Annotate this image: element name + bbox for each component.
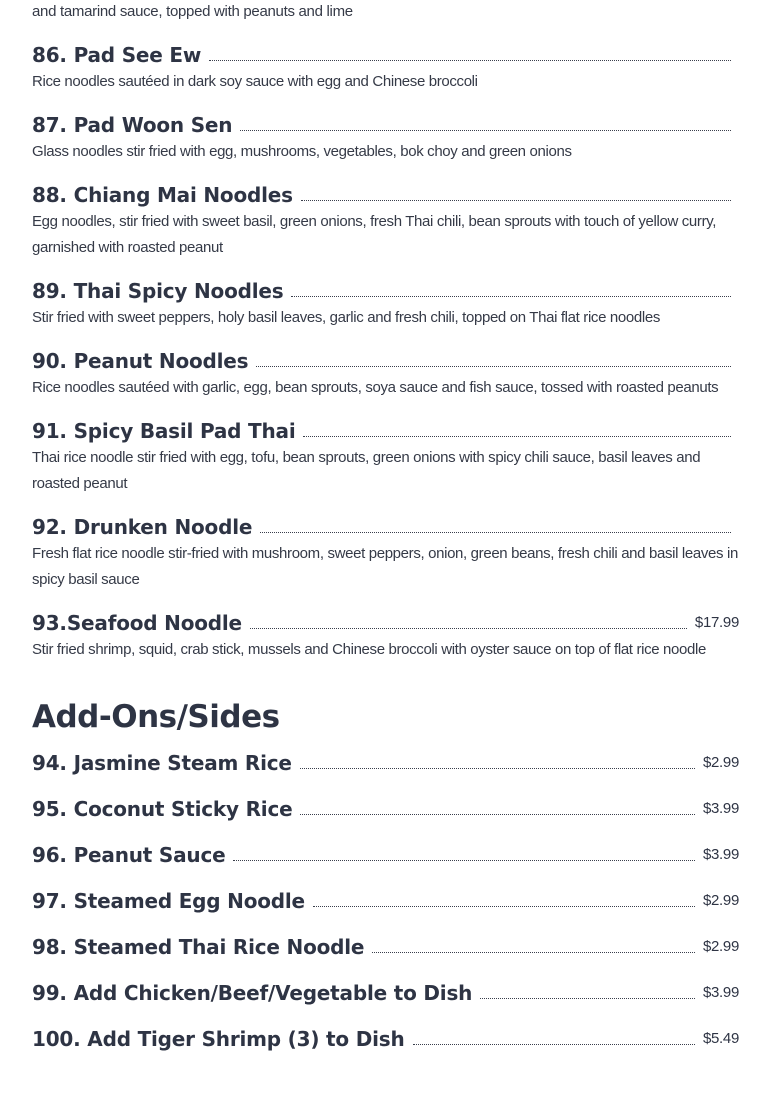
dot-leader: [233, 859, 694, 861]
side-item-price: $3.99: [702, 984, 739, 1001]
menu-item: [32, 345, 739, 401]
menu-item-name: 86. Pad See Ew: [32, 43, 202, 67]
dot-leader: [209, 59, 731, 61]
dot-leader: [300, 813, 694, 815]
noodles-list: [32, 39, 739, 663]
menu-item: [32, 415, 739, 497]
side-item: [32, 931, 739, 961]
side-item-price: $2.99: [702, 892, 739, 909]
side-item: [32, 839, 739, 869]
menu-item-header: [32, 179, 739, 209]
menu-item: [32, 511, 739, 593]
side-item-name: 98. Steamed Thai Rice Noodle: [32, 935, 365, 959]
addons-list: [32, 747, 739, 1053]
menu-item-description: Rice noodles sautéed with garlic, egg, bean sprouts, soya sauce and fish sauce, tossed with roasted peanuts: [32, 379, 719, 396]
dot-leader: [256, 365, 731, 367]
menu-item-header: [32, 109, 739, 139]
dot-leader: [250, 627, 687, 629]
menu-item-name: 89. Thai Spicy Noodles: [32, 279, 284, 303]
menu-item: [32, 275, 739, 331]
menu-item-description: Stir fried with sweet peppers, holy basil leaves, garlic and fresh chili, topped on Thai flat rice noodles: [32, 309, 660, 326]
menu-item-name: 90. Peanut Noodles: [32, 349, 249, 373]
dot-leader: [480, 997, 695, 999]
dot-leader: [301, 199, 731, 201]
menu-item-name: 92. Drunken Noodle: [32, 515, 253, 539]
dot-leader: [413, 1043, 695, 1045]
side-item-name: 96. Peanut Sauce: [32, 843, 226, 867]
menu-item-description: Rice noodles sautéed in dark soy sauce with egg and Chinese broccoli: [32, 73, 478, 90]
menu-item-description: Glass noodles stir fried with egg, mushrooms, vegetables, bok choy and green onions: [32, 143, 572, 160]
side-item-price: $5.49: [702, 1030, 739, 1047]
side-item-price: $3.99: [702, 846, 739, 863]
dot-leader: [291, 295, 731, 297]
menu-page: [32, 0, 739, 1053]
menu-item-header: [32, 607, 739, 637]
menu-item-header: [32, 511, 739, 541]
menu-item: [32, 607, 739, 663]
side-item-price: $3.99: [702, 800, 739, 817]
menu-item-header: [32, 415, 739, 445]
side-item-name: 100. Add Tiger Shrimp (3) to Dish: [32, 1027, 405, 1051]
dot-leader: [300, 767, 695, 769]
menu-item-description: Thai rice noodle stir fried with egg, tofu, bean sprouts, green onions with spicy chili sauce, basil leaves and roasted peanut: [32, 449, 701, 492]
side-item: [32, 977, 739, 1007]
section-title-addons: Add-Ons/Sides: [32, 699, 280, 735]
side-item-name: 99. Add Chicken/Beef/Vegetable to Dish: [32, 981, 473, 1005]
menu-item-header: [32, 39, 739, 69]
menu-item-name: 93.Seafood Noodle: [32, 611, 242, 635]
menu-item-description: Egg noodles, stir fried with sweet basil, green onions, fresh Thai chili, bean sprouts with touch of yellow curry, garnished with roasted peanut: [32, 213, 717, 256]
dot-leader: [313, 905, 695, 907]
menu-item: [32, 109, 739, 165]
side-item: [32, 793, 739, 823]
menu-item-description: Fresh flat rice noodle stir-fried with mushroom, sweet peppers, onion, green beans, fresh chili and basil leaves in spicy basil sauce: [32, 545, 738, 588]
side-item: [32, 1023, 739, 1053]
menu-item-name: 91. Spicy Basil Pad Thai: [32, 419, 296, 443]
dot-leader: [303, 435, 731, 437]
side-item: [32, 747, 739, 777]
side-item-name: 97. Steamed Egg Noodle: [32, 889, 305, 913]
menu-item-header: [32, 345, 739, 375]
side-item-name: 94. Jasmine Steam Rice: [32, 751, 292, 775]
menu-item-header: [32, 275, 739, 305]
side-item-name: 95. Coconut Sticky Rice: [32, 797, 293, 821]
menu-item: [32, 39, 739, 95]
carryover-description: and tamarind sauce, topped with peanuts and lime: [32, 3, 353, 20]
dot-leader: [240, 129, 731, 131]
dot-leader: [260, 531, 731, 533]
side-item: [32, 885, 739, 915]
dot-leader: [372, 951, 695, 953]
menu-item-name: 88. Chiang Mai Noodles: [32, 183, 293, 207]
menu-item-description: Stir fried shrimp, squid, crab stick, mussels and Chinese broccoli with oyster sauce on top of flat rice noodle: [32, 641, 706, 658]
menu-item-name: 87. Pad Woon Sen: [32, 113, 233, 137]
side-item-price: $2.99: [702, 754, 739, 771]
menu-item-price: $17.99: [694, 614, 739, 631]
menu-item: [32, 179, 739, 261]
side-item-price: $2.99: [702, 938, 739, 955]
